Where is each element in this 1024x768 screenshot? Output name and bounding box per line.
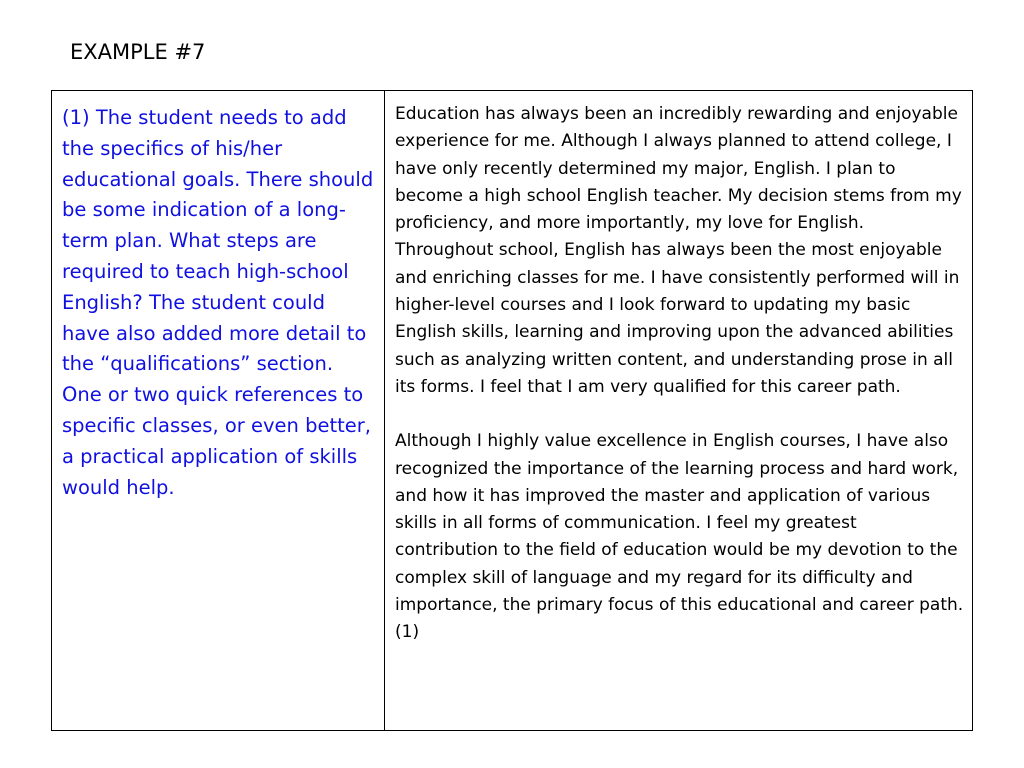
comment-cell bbox=[52, 91, 385, 730]
example-table bbox=[51, 90, 973, 731]
slide-title: EXAMPLE #7 bbox=[70, 40, 206, 64]
essay-paragraph-1: Education has always been an incredibly rewarding and enjoyable experience for me. Although I always planned to attend college, I have only recently determined my major, English. I plan to become a high school English teacher. My decision stems from my proficiency, and more importantly, my love for English. Throughout school, English has always been the most enjoyable and enriching classes for me. I have consistently performed will in higher-level courses and I look forward to updating my basic English skills, learning and improving upon the advanced abilities such as analyzing written content, and understanding prose in all its forms. I feel that I am very qualified for this career path. bbox=[395, 104, 962, 397]
essay-paragraph-2: Although I highly value excellence in English courses, I have also recognized the importance of the learning process and hard work, and how it has improved the master and application of various skills in all forms of communication. I feel my greatest contribution to the field of education would be my devotion to the complex skill of language and my regard for its difficulty and importance, the primary focus of this educational and career path. (1) bbox=[395, 431, 964, 643]
essay-cell bbox=[385, 91, 972, 730]
reviewer-comment: (1) The student needs to add the specifics of his/her educational goals. There should be some indication of a long-term plan. What steps are required to teach high-school English? The student could have also added more detail to the “qualifications” section. One or two quick references to specific classes, or even better, a practical application of skills would help. bbox=[62, 106, 374, 499]
